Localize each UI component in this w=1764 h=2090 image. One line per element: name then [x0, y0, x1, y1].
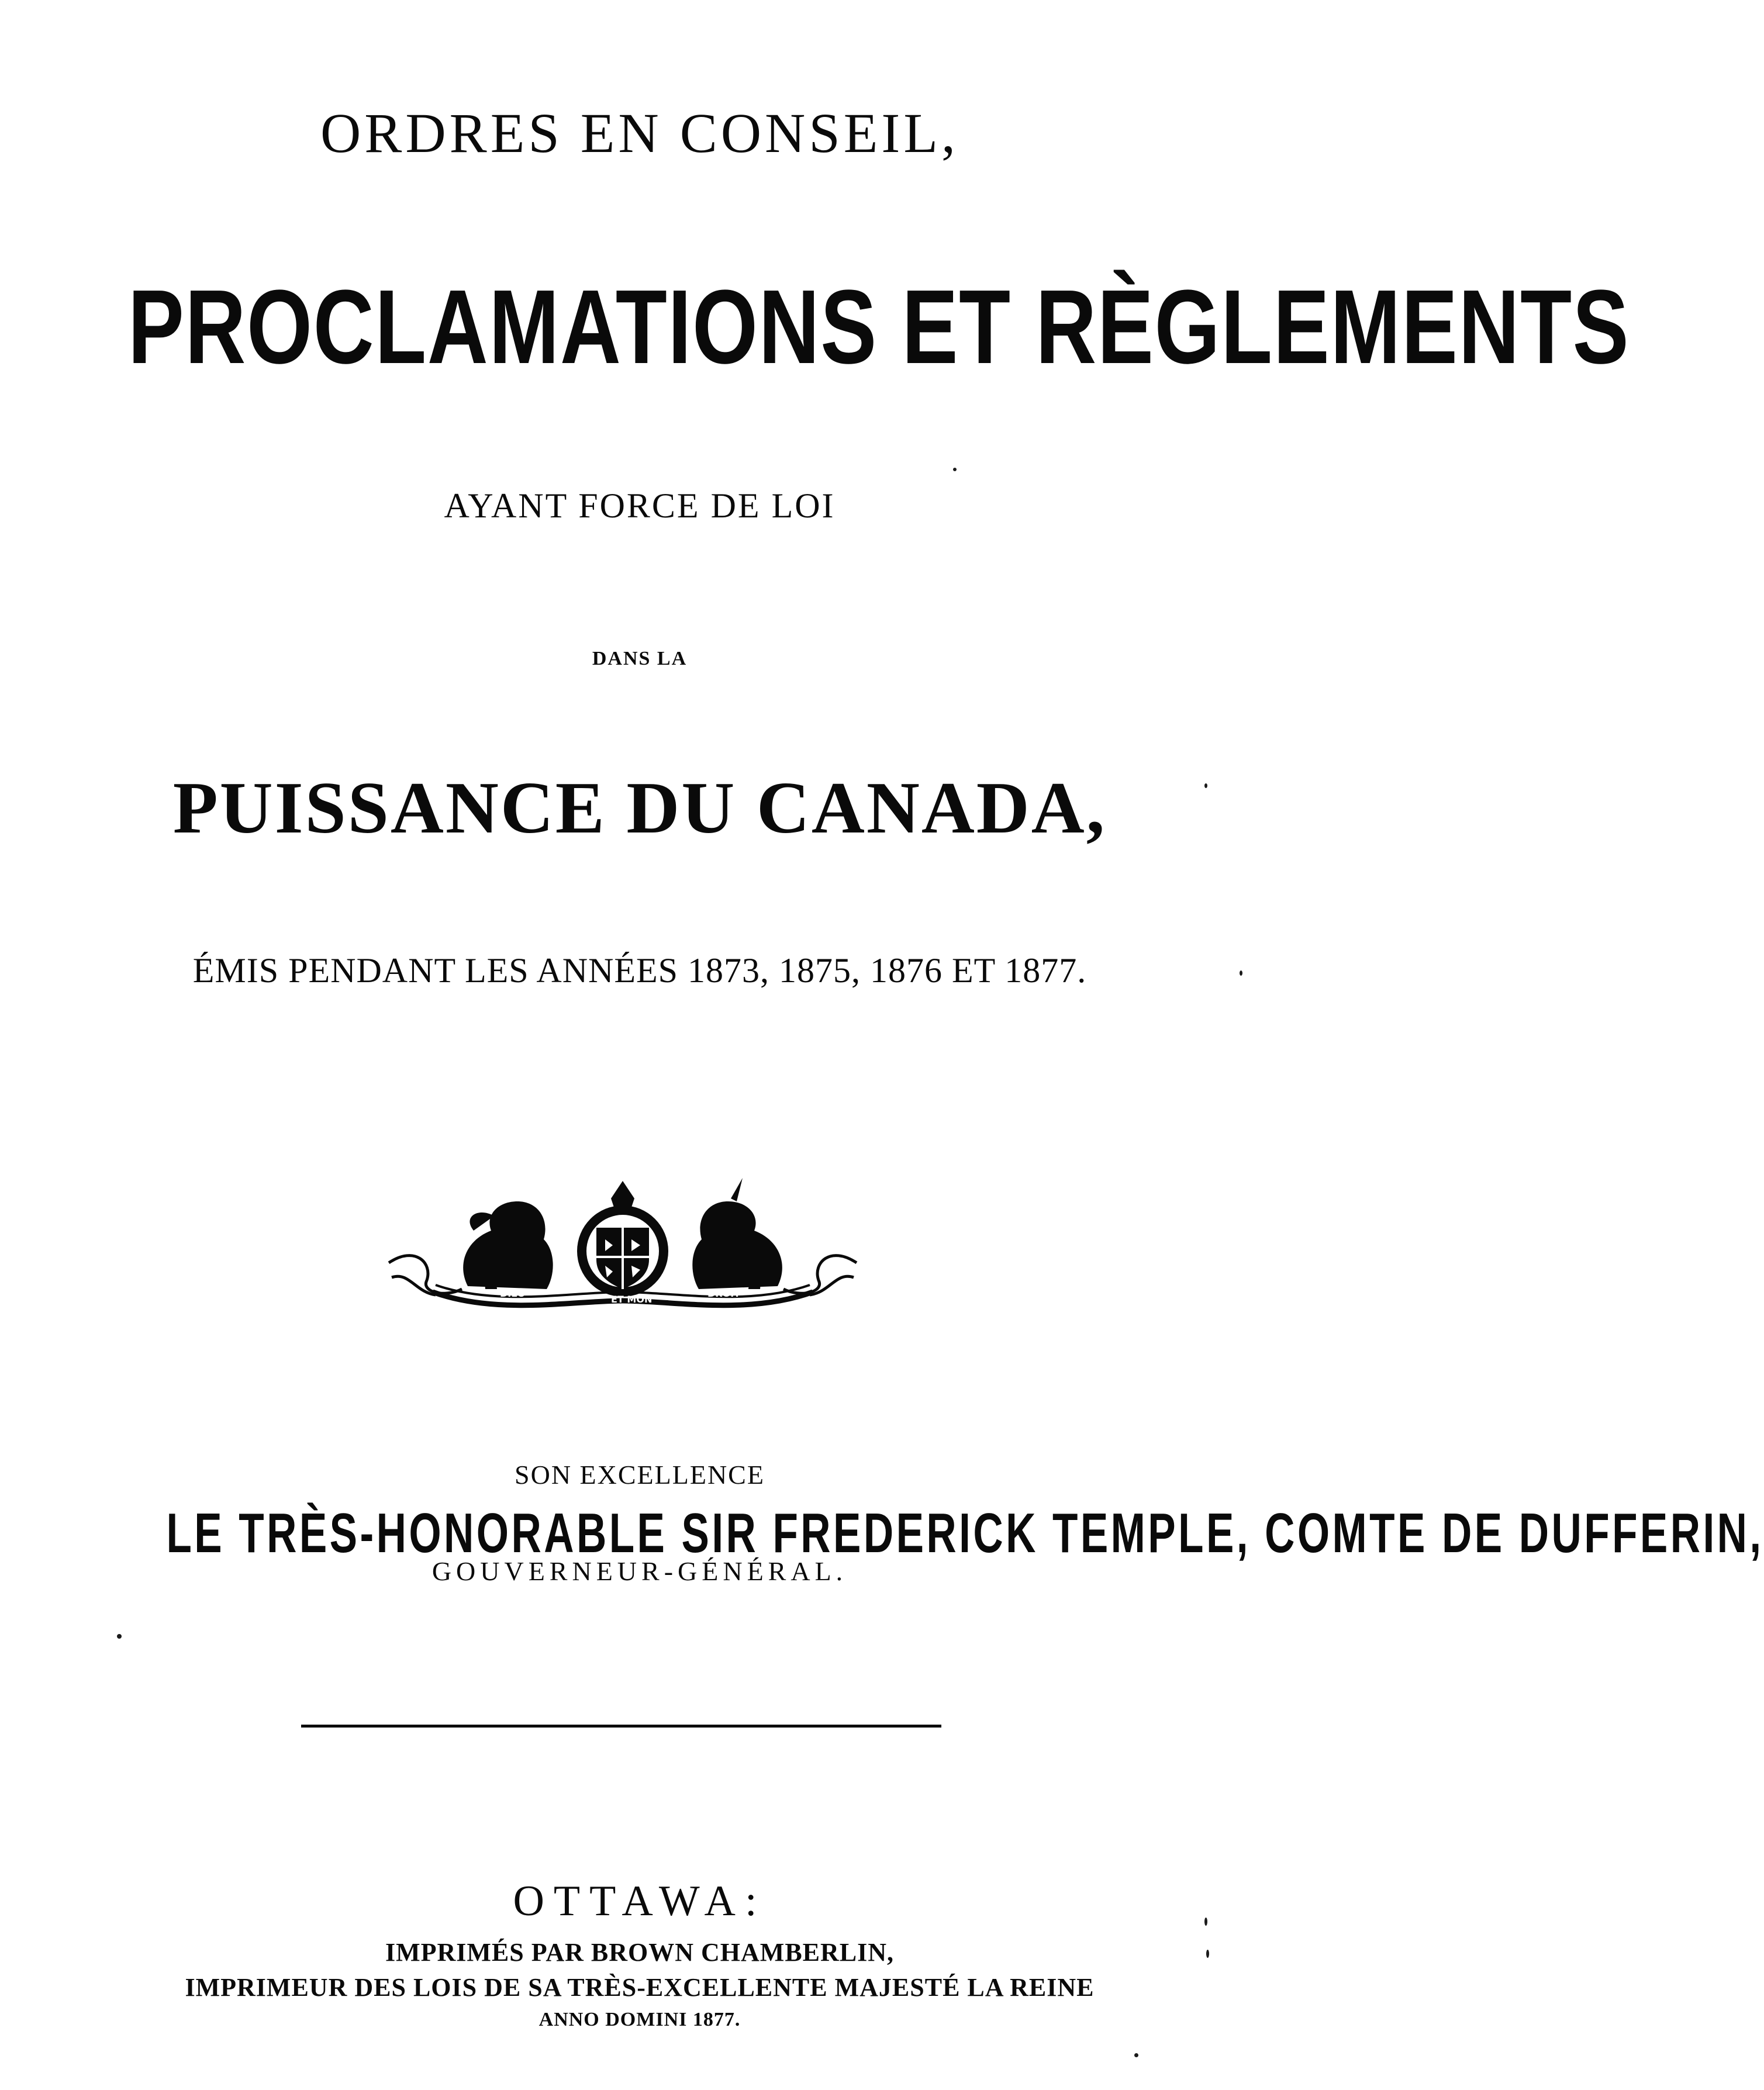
svg-text:DIEU: DIEU [500, 1288, 526, 1299]
scan-speck [1134, 2053, 1138, 2057]
title-line-emis: ÉMIS PENDANT LES ANNÉES 1873, 1875, 1876 ET 1877. [192, 951, 1087, 990]
scan-speck [117, 1634, 122, 1639]
scan-speck [1204, 1918, 1207, 1926]
title-line-proclamations: PROCLAMATIONS ET RÈGLEMENTS [127, 268, 1630, 386]
title-line-ordres: ORDRES EN CONSEIL, [320, 102, 959, 164]
scan-speck [1240, 970, 1242, 976]
title-line-puissance: PUISSANCE DU CANADA, [172, 768, 1107, 849]
governor-role: GOUVERNEUR-GÉNÉRAL. [431, 1556, 848, 1586]
imprint-city: OTTAWA: [513, 1877, 767, 1925]
imprint-printer-title: IMPRIMEUR DES LOIS DE SA TRÈS-EXCELLENTE MAJESTÉ LA REINE [185, 1973, 1095, 2002]
title-line-dans-la: DANS LA [592, 648, 688, 669]
scan-speck [953, 468, 957, 471]
horizontal-rule [301, 1725, 941, 1728]
imprint-printer: IMPRIMÉS PAR BROWN CHAMBERLIN, [385, 1938, 895, 1967]
governor-intro: SON EXCELLENCE [515, 1460, 765, 1490]
scan-speck [1204, 783, 1207, 788]
svg-text:DROIT: DROIT [707, 1288, 741, 1299]
title-line-ayant-force: AYANT FORCE DE LOI [444, 486, 836, 525]
royal-coat-of-arms-icon [380, 1175, 865, 1310]
svg-text:ET MON: ET MON [611, 1294, 653, 1305]
imprint-year: ANNO DOMINI 1877. [538, 2009, 741, 2030]
governor-name: LE TRÈS-HONORABLE SIR FREDERICK TEMPLE, COMTE DE DUFFERIN, [166, 1502, 1764, 1564]
scan-speck [1206, 1950, 1209, 1958]
